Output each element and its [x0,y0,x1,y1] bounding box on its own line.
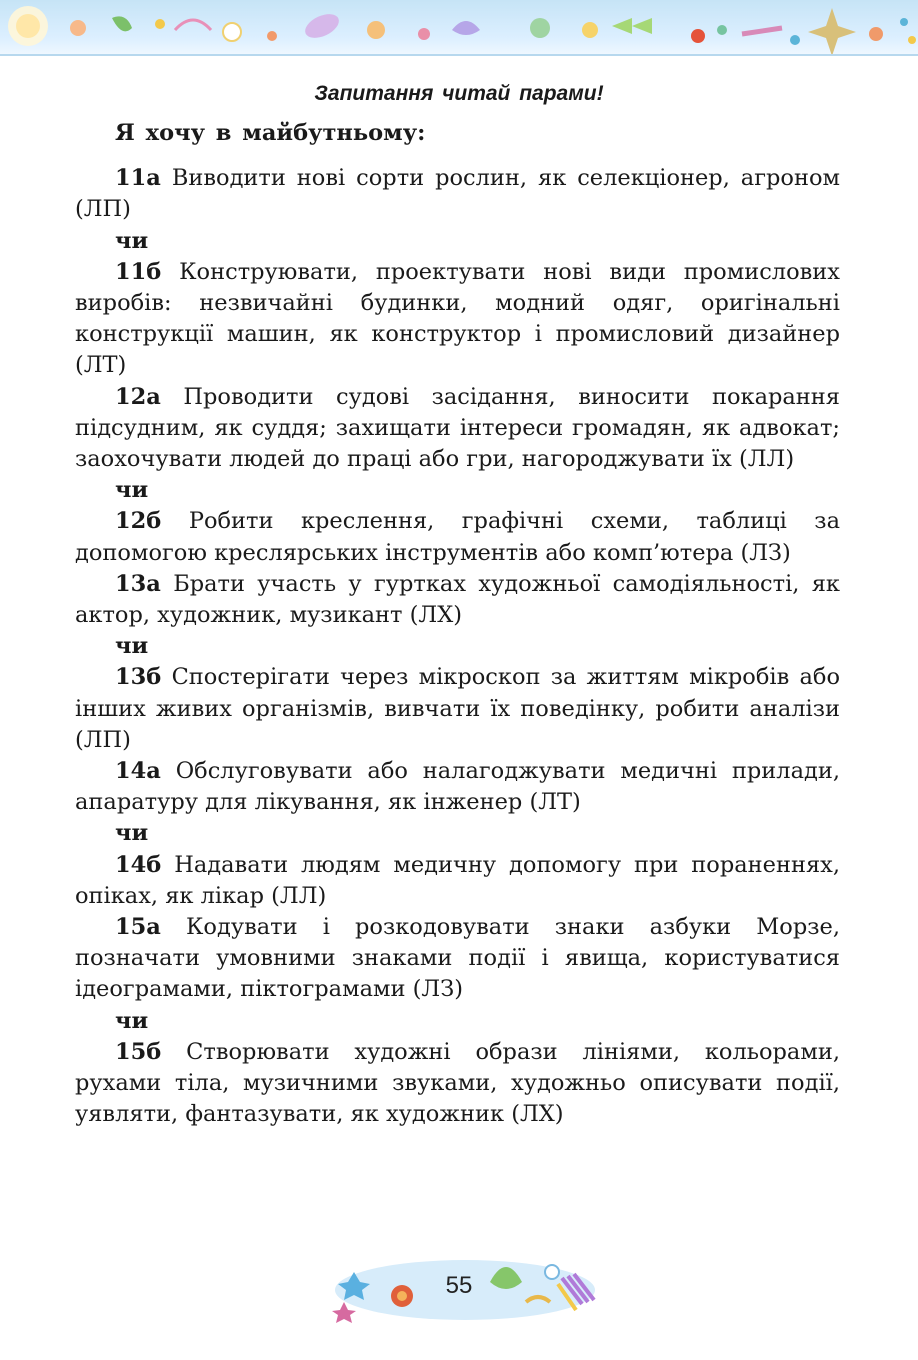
item-text: Спостерігати через мікроскоп за життям мікробів або інших живих організмів, вивчати їх поведінку, робити аналізи (ЛП) [75,664,840,753]
or-separator: чи [115,477,149,504]
item-number: 11а [115,165,161,192]
item-13a [75,569,840,631]
decorative-header-banner [0,0,918,56]
item-text: Брати участь у гуртках художньої самодіяльності, як актор, художник, музикант (ЛХ) [75,570,840,629]
item-number: 13б [115,664,162,691]
item-12b [75,506,840,568]
item-15a [75,912,840,1006]
or-separator: чи [115,1007,149,1034]
or-separator: чи [115,227,149,254]
item-text: Робити креслення, графічні схеми, таблиці за допомогою креслярських інструментів або комп’ютера (ЛЗ) [75,508,840,566]
item-15b [75,1037,840,1131]
item-number: 15б [115,1038,162,1065]
item-13b [75,662,840,756]
or-separator: чи [115,820,149,847]
item-text: Кодувати і розкодовувати знаки азбуки Морзе, позначати умовними знаками події і явища, користуватися ідеограмами, піктограмами (ЛЗ) [75,914,840,1003]
item-number: 14а [115,758,161,785]
item-number: 14б [115,851,162,878]
item-14a [75,756,840,818]
item-number: 15а [115,914,161,941]
item-text: Обслуговувати або налагоджувати медичні прилади, апаратуру для лікування, як інженер (ЛТ) [75,758,840,816]
item-text: Створювати художні образи лініями, кольорами, рухами тіла, музичними звуками, художньо описувати події, уявляти, фантазувати, як художник (ЛХ) [75,1038,840,1128]
item-number: 12б [115,508,162,535]
item-text: Виводити нові сорти рослин, як селекціонер, агроном (ЛП) [75,165,840,223]
item-text: Проводити судові засідання, виносити покарання підсудним, як суддя; захищати інтереси громадян, як адвокат; заохочувати людей до праці або гри, нагороджувати їх (ЛЛ) [75,383,840,473]
item-number: 12а [115,383,161,410]
item-12a [75,382,840,476]
item-number: 11б [115,258,162,285]
questionnaire-body [75,118,840,1131]
section-heading: Я хочу в майбутньому: [115,120,426,146]
instruction-text: Запитання читай парами! [314,82,604,105]
item-11b [75,257,840,382]
item-14b [75,850,840,912]
item-text: Надавати людям медичну допомогу при пораненнях, опіках, як лікар (ЛЛ) [75,851,840,909]
page-number: 55 [445,1272,473,1299]
or-separator: чи [115,633,149,660]
item-11a [75,163,840,225]
decorative-ornaments [0,0,918,54]
item-text: Конструювати, проектувати нові види промислових виробів: незвичайні будинки, модний одяг, оригінальні конструкції машин, як конструктор і промисловий дизайнер (ЛТ) [75,258,840,379]
item-number: 13а [115,570,161,597]
